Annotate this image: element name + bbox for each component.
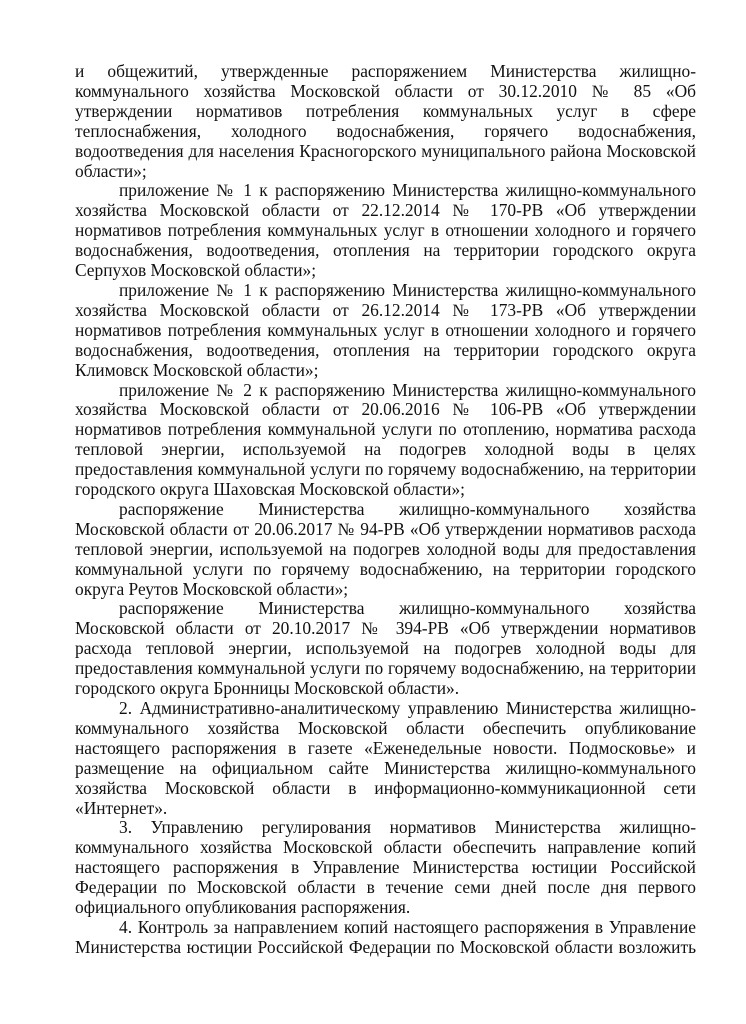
paragraph-item-3: 3. Управлению регулирования нормативов Министерства жилищно-коммунального хозяйства Московской области обеспечить направление копий настоящего распоряжения в Управление Министерства юстиции Российской Федерации по Московской области в течение семи дней после дня первого официального опубликования распоряжения. xyxy=(75,817,696,918)
paragraph-order-394-rv: распоряжение Министерства жилищно-коммунального хозяйства Московской области от 20.10.2017 № 394-РВ «Об утверждении нормативов расхода тепловой энергии, используемой на подогрев холодной воды для предоставления коммунальной услуги по горячему водоснабжению, на территории городского округа Бронницы Московской области». xyxy=(75,598,696,699)
paragraph-appendix-170-rv: приложение № 1 к распоряжению Министерства жилищно-коммунального хозяйства Московской области от 22.12.2014 № 170-РВ «Об утверждении нормативов потребления коммунальных услуг в отношении холодного и горячего водоснабжения, водоотведения, отопления на территории городского округа Серпухов Московской области»; xyxy=(75,180,696,281)
paragraph-item-4: 4. Контроль за направлением копий настоящего распоряжения в Управление Министерства юстиции Российской Федерации по Московской области возложить xyxy=(75,916,696,957)
paragraph-item-2: 2. Административно-аналитическому управлению Министерства жилищно-коммунального хозяйства Московской области обеспечить опубликование настоящего распоряжения в газете «Еженедельные новости. Подмосковье» и размещение на официальном сайте Министерства жилищно-коммунального хозяйства Московской области в информационно-коммуникационной сети «Интернет». xyxy=(75,698,696,818)
paragraph-continuation: и общежитий, утвержденные распоряжением Министерства жилищно-коммунального хозяйства Московской области от 30.12.2010 № 85 «Об утверждении нормативов потребления коммунальных услуг в сфере теплоснабжения, холодного водоснабжения, горячего водоснабжения, водоотведения для населения Красногорского муниципального района Московской области»; xyxy=(75,61,696,181)
paragraph-order-94-rv: распоряжение Министерства жилищно-коммунального хозяйства Московской области от 20.06.2017 № 94-РВ «Об утверждении нормативов расхода тепловой энергии, используемой на подогрев холодной воды для предоставления коммунальной услуги по горячему водоснабжению, на территории городского округа Реутов Московской области»; xyxy=(75,498,696,599)
paragraph-appendix-173-rv: приложение № 1 к распоряжению Министерства жилищно-коммунального хозяйства Московской области от 26.12.2014 № 173-РВ «Об утверждении нормативов потребления коммунальных услуг в отношении холодного и горячего водоснабжения, водоотведения, отопления на территории городского округа Климовск Московской области»; xyxy=(75,279,696,380)
paragraph-appendix-106-rv: приложение № 2 к распоряжению Министерства жилищно-коммунального хозяйства Московской области от 20.06.2016 № 106-РВ «Об утверждении нормативов потребления коммунальной услуги по отоплению, норматива расхода тепловой энергии, используемой на подогрев холодной воды в целях предоставления коммунальной услуги по горячему водоснабжению, на территории городского округа Шаховская Московской области»; xyxy=(75,379,696,500)
document-body xyxy=(75,62,696,958)
